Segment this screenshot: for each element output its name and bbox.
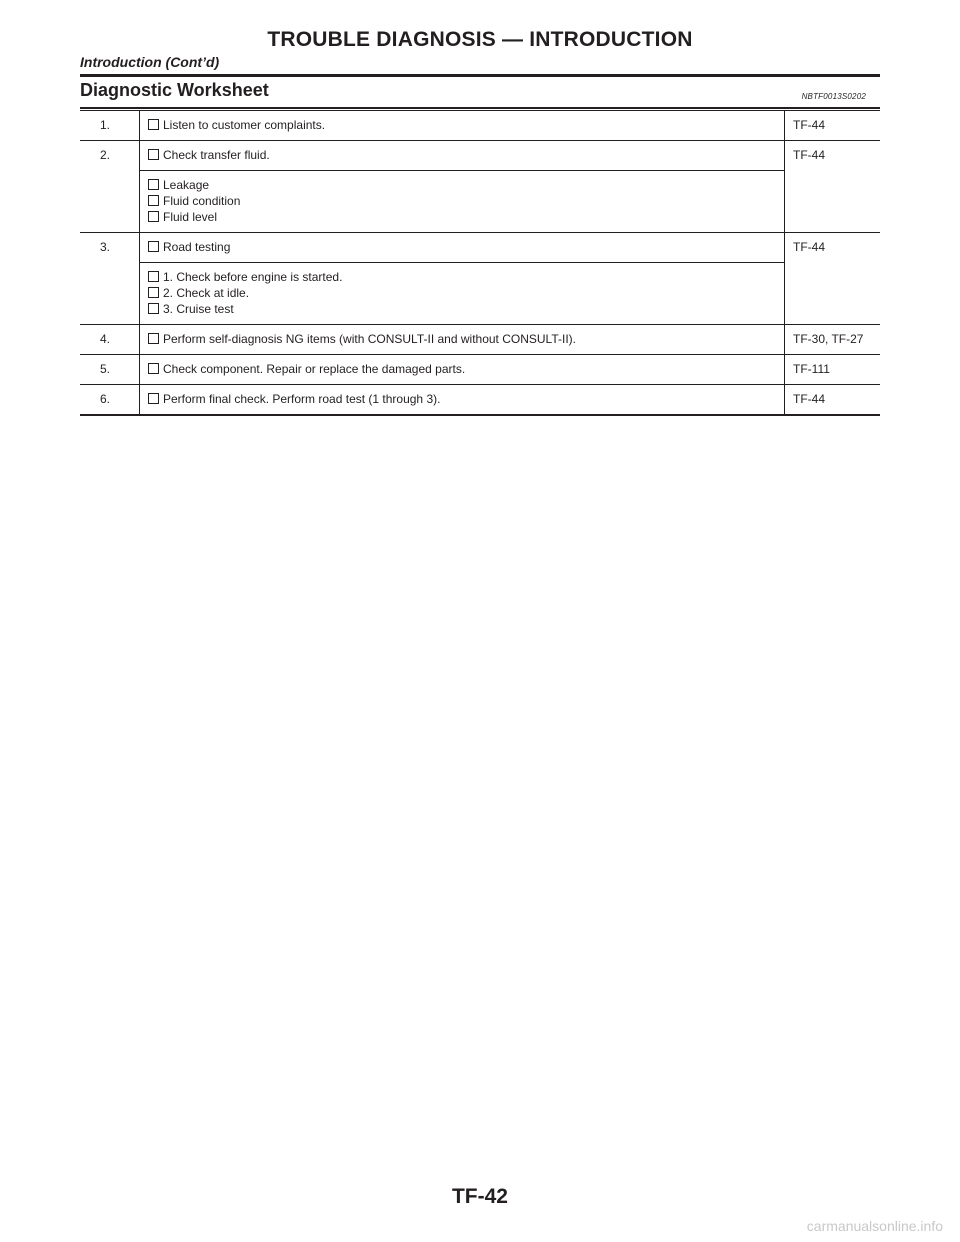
table-row	[80, 355, 880, 385]
table-row	[80, 111, 880, 141]
step-subitems	[140, 263, 785, 325]
header-divider	[80, 74, 880, 77]
step-number: 5.	[80, 355, 140, 385]
subitem-text: 1. Check before engine is started.	[163, 270, 343, 284]
reference-page: TF-30, TF-27	[785, 325, 881, 355]
step-item	[140, 385, 785, 416]
table-row	[80, 141, 880, 171]
reference-page: TF-111	[785, 355, 881, 385]
table-row	[80, 263, 880, 325]
step-text: Listen to customer complaints.	[163, 118, 326, 132]
checkbox-icon[interactable]	[148, 241, 159, 252]
checkbox-icon[interactable]	[148, 149, 159, 160]
checkbox-icon[interactable]	[148, 179, 159, 190]
subitem-text: Fluid condition	[163, 194, 241, 208]
subitem-text: 3. Cruise test	[163, 302, 234, 316]
page-header	[80, 28, 880, 76]
watermark: carmanualsonline.info	[806, 1218, 943, 1234]
section-code: NBTF0013S0202	[801, 92, 866, 101]
checkbox-icon[interactable]	[148, 211, 159, 222]
reference-page: TF-44	[785, 385, 881, 416]
subitem-text: Fluid level	[163, 210, 218, 224]
section-divider	[80, 107, 880, 109]
step-item	[140, 355, 785, 385]
diagnostic-worksheet-table	[80, 110, 880, 416]
step-item	[140, 325, 785, 355]
checkbox-icon[interactable]	[148, 393, 159, 404]
table-row	[80, 385, 880, 416]
subitem	[148, 269, 776, 285]
step-number: 2.	[80, 141, 140, 171]
step-number-blank	[80, 263, 140, 325]
step-number: 1.	[80, 111, 140, 141]
step-text: Perform final check. Perform road test (1 through 3).	[163, 392, 441, 406]
checkbox-icon[interactable]	[148, 271, 159, 282]
reference-page: TF-44	[785, 233, 881, 325]
page-title: TROUBLE DIAGNOSIS — INTRODUCTION	[267, 28, 693, 51]
step-number-blank	[80, 171, 140, 233]
step-item	[140, 111, 785, 141]
table-row	[80, 325, 880, 355]
reference-page: TF-44	[785, 141, 881, 233]
subitem	[148, 301, 776, 317]
step-text: Road testing	[163, 240, 231, 254]
subitem	[148, 285, 776, 301]
checkbox-icon[interactable]	[148, 333, 159, 344]
subitem	[148, 177, 776, 193]
subitem	[148, 209, 776, 225]
step-number: 3.	[80, 233, 140, 263]
table-row	[80, 233, 880, 263]
checkbox-icon[interactable]	[148, 287, 159, 298]
subitem-text: 2. Check at idle.	[163, 286, 250, 300]
checkbox-icon[interactable]	[148, 363, 159, 374]
step-text: Check component. Repair or replace the damaged parts.	[163, 362, 466, 376]
subitem	[148, 193, 776, 209]
table-row	[80, 171, 880, 233]
step-subitems	[140, 171, 785, 233]
step-number: 4.	[80, 325, 140, 355]
subitem-text: Leakage	[163, 178, 210, 192]
page-number: TF-42	[451, 1185, 508, 1208]
page-subtitle: Introduction (Cont’d)	[80, 54, 220, 70]
step-text: Check transfer fluid.	[163, 148, 270, 162]
step-item	[140, 233, 785, 263]
checkbox-icon[interactable]	[148, 303, 159, 314]
checkbox-icon[interactable]	[148, 195, 159, 206]
section-title: Diagnostic Worksheet	[80, 80, 269, 100]
checkbox-icon[interactable]	[148, 119, 159, 130]
section-heading	[80, 80, 880, 110]
step-number: 6.	[80, 385, 140, 416]
step-text: Perform self-diagnosis NG items (with CONSULT-II and without CONSULT-II).	[163, 332, 576, 346]
reference-page: TF-44	[785, 111, 881, 141]
step-item	[140, 141, 785, 171]
